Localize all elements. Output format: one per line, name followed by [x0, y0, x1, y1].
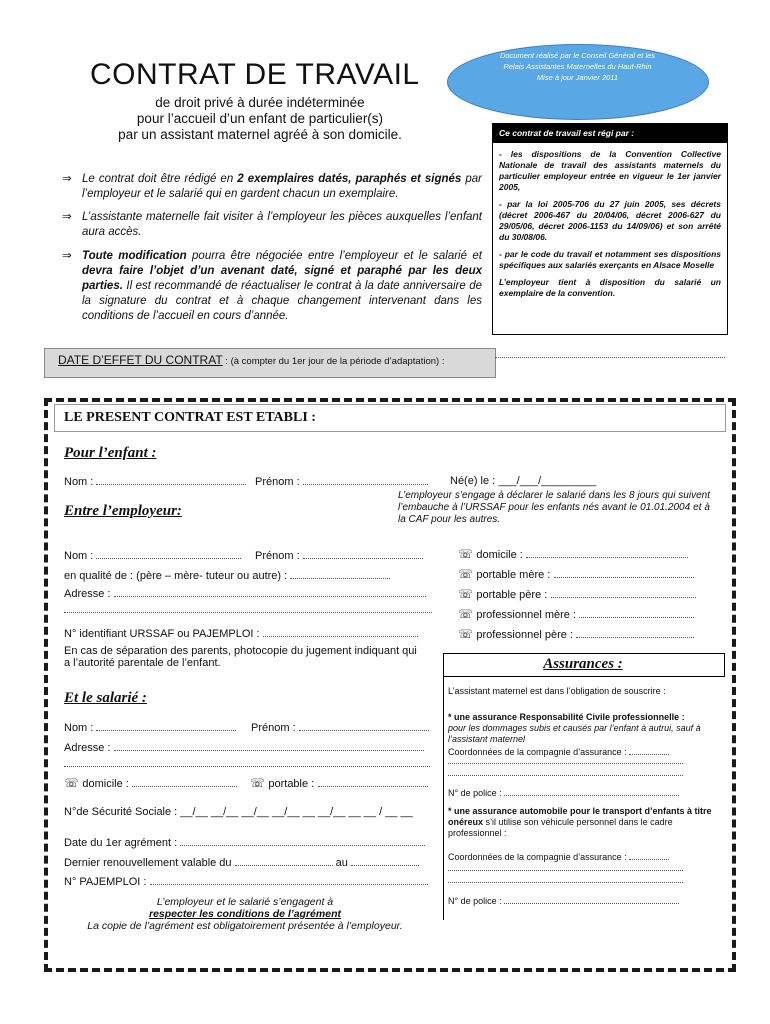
label-portable: portable : [268, 778, 315, 790]
salarie-phone-portable [250, 776, 428, 790]
enfant-prenom-row [255, 475, 428, 488]
label-police: N° de police : [448, 896, 502, 906]
rc-police-row [448, 786, 679, 799]
phone-icon: ☏ [458, 587, 474, 601]
badge-text [470, 50, 685, 83]
employeur-portable-mere-field[interactable] [554, 568, 694, 578]
label-pajemploi: N° PAJEMPLOI : [64, 876, 147, 888]
label-qualite: en qualité de : (père – mère- tuteur ou autre) : [64, 570, 288, 582]
arrow-icon: ⇒ [62, 250, 72, 262]
rc-coordonnees-line3[interactable] [448, 775, 683, 776]
label-agrement: Date du 1er agrément : [64, 837, 178, 849]
bullet-bold: devra faire l’objet d’un avenant daté, signé et paraphé par les deux parties. [82, 265, 482, 292]
employeur-phone-portable-pere [458, 587, 696, 601]
bullet-bold: Toute modification [82, 250, 187, 262]
employeur-note: L’employeur s’engage à déclarer le salarié dans les 8 jours qui suivent l’embauche à l’URSSAF pour les enfants nés avant le 01.01.2004 et à la CAF pour les autres. [398, 490, 710, 525]
contract-title: LE PRESENT CONTRAT EST ETABLI : [64, 410, 316, 425]
bullet-text: pourra être négociée entre l’employeur et le salarié et [186, 250, 482, 262]
bullet-exemplaires [62, 172, 482, 202]
enfant-nom-row [64, 475, 246, 488]
section-employeur: Entre l’employeur: [64, 503, 182, 519]
regi-paragraph: L’employeur tient à disposition du salarié un exemplaire de la convention. [499, 277, 721, 298]
employeur-nom-row [64, 549, 241, 562]
label-portable-pere: portable père : [476, 589, 548, 601]
arrow-icon: ⇒ [62, 173, 72, 185]
label-prenom: Prénom : [251, 722, 296, 734]
phone-icon: ☏ [458, 547, 474, 561]
label-adresse: Adresse : [64, 588, 111, 600]
label-domicile: domicile : [82, 778, 129, 790]
enfant-naissance-row [450, 475, 596, 487]
label-pro-mere: professionnel mère : [476, 609, 577, 621]
date-effet [58, 353, 444, 367]
badge-line: Mise à jour Janvier 2011 [536, 73, 619, 82]
agrement-line-bold: respecter les conditions de l’agrément [149, 908, 341, 920]
label-nom: Nom : [64, 550, 94, 562]
agrement-line: L’employeur et le salarié s’engagent à [156, 896, 334, 908]
date-effet-label: DATE D’EFFET DU CONTRAT [58, 353, 223, 367]
employeur-urssaf-row [64, 627, 418, 640]
regi-paragraph: - par le code du travail et notamment ses dispositions spécifiques aux salariés exerçants en Alsace Moselle [499, 249, 721, 270]
phone-icon: ☏ [458, 567, 474, 581]
employeur-qualite-field[interactable] [290, 569, 390, 579]
phone-icon: ☏ [64, 776, 80, 790]
employeur-portable-pere-field[interactable] [551, 588, 696, 598]
label-prenom: Prénom : [255, 550, 300, 562]
enfant-birthdate-field[interactable]: ___/___/_________ [498, 475, 597, 487]
assurance-auto-text: s’il utilise son véhicule personnel dans le cadre professionnel : [448, 817, 673, 838]
bullet-modification [62, 249, 482, 324]
employeur-adresse-line2[interactable] [64, 612, 432, 613]
agrement-note [60, 896, 430, 932]
employeur-phone-pro-mere [458, 607, 694, 621]
assurances-intro: L’assistant maternel est dans l’obligation de souscrire : [448, 686, 666, 696]
auto-coordonnees-row [448, 850, 669, 863]
label-prenom: Prénom : [255, 476, 300, 488]
label-portable-mere: portable mère : [476, 569, 551, 581]
employeur-separation-note: En cas de séparation des parents, photocopie du jugement indiquant qui a l’autorité parentale de l’enfant. [64, 645, 417, 669]
bullet-text: L’assistante maternelle fait visiter à l’employeur les pièces auxquelles l’enfant aura accès. [82, 211, 482, 238]
salarie-domicile-field[interactable] [132, 777, 237, 787]
regi-paragraph: - par la loi 2005-706 du 27 juin 2005, ses décrets (décret 2006-467 du 20/04/06, décret 2006-627 du 29/05/06, décret 2006-1153 du 14/09/06) et son arrêté du 30/08/06. [499, 199, 721, 242]
auto-coordonnees-line3[interactable] [448, 882, 683, 883]
salarie-adresse-field[interactable] [114, 741, 424, 751]
auto-police-field[interactable] [504, 894, 679, 904]
label-nom: Nom : [64, 722, 94, 734]
badge-line: Document réalisé par le Conseil Général et les [499, 51, 656, 60]
bullet-visite [62, 210, 482, 240]
phone-icon: ☏ [250, 776, 266, 790]
salarie-prenom-row [251, 721, 429, 734]
label-adresse: Adresse : [64, 742, 111, 754]
salarie-agrement-field[interactable] [180, 836, 425, 846]
salarie-pajemploi-field[interactable] [150, 875, 428, 885]
employeur-urssaf-field[interactable] [263, 627, 418, 637]
salarie-renouvellement-to[interactable] [351, 856, 419, 866]
salarie-adresse-row [64, 741, 424, 754]
auto-police-row [448, 894, 679, 907]
assurance-rc-text: pour les dommages subis et causés par l’enfant à autrui, sauf à l’assistant maternel [448, 723, 701, 744]
employeur-adresse-field[interactable] [114, 587, 426, 597]
regi-box [492, 123, 728, 335]
label-coordonnees: Coordonnées de la compagnie d’assurance : [448, 747, 627, 757]
employeur-prenom-row [255, 549, 423, 562]
phone-icon: ☏ [458, 607, 474, 621]
salarie-prenom-field[interactable] [299, 721, 429, 731]
label-au: au [335, 857, 348, 869]
label-coordonnees: Coordonnées de la compagnie d’assurance : [448, 852, 627, 862]
assurance-auto-title: * une assurance automobile pour le transport d’enfants à titre onéreux [448, 806, 712, 827]
salarie-nom-field[interactable] [96, 721, 236, 731]
regi-paragraph: - les dispositions de la Convention Collective Nationale de travail des assistants maternels du particulier employeur entrée en vigueur le 1er janvier 2005, [499, 149, 721, 192]
auto-coordonnees-line2[interactable] [448, 870, 683, 871]
salarie-portable-field[interactable] [318, 777, 428, 787]
employeur-domicile-field[interactable] [526, 548, 688, 558]
regi-heading: Ce contrat de travail est régi par : [493, 124, 727, 143]
employeur-pro-pere-field[interactable] [576, 628, 694, 638]
phone-icon: ☏ [458, 627, 474, 641]
subtitle-line: pour l’accueil d’un enfant de particulier(s) [136, 111, 384, 126]
bullet-text: Le contrat doit être rédigé en [82, 173, 238, 185]
salarie-agrement-row [64, 836, 425, 849]
label-ne: Né(e) le : [450, 475, 496, 487]
page-subtitle [100, 95, 420, 143]
label-nom: Nom : [64, 476, 94, 488]
date-effet-note: : (à compter du 1er jour de la période d’adaptation) : [222, 356, 445, 367]
date-effet-field[interactable] [495, 357, 725, 358]
assurance-rc-title: * une assurance Responsabilité Civile professionnelle : [448, 712, 685, 722]
auto-coordonnees-field[interactable] [629, 850, 669, 860]
bullet-bold: 2 exemplaires datés, paraphés et signés [237, 173, 462, 185]
rc-coordonnees-line2[interactable] [448, 763, 683, 764]
salarie-adresse-line2[interactable] [64, 766, 430, 767]
enfant-prenom-field[interactable] [303, 475, 428, 485]
assurances-title: Assurances : [543, 656, 623, 672]
salarie-pajemploi-row [64, 875, 428, 888]
employeur-nom-field[interactable] [96, 549, 241, 559]
employeur-pro-mere-field[interactable] [579, 608, 694, 618]
salarie-secu-field[interactable]: N°de Sécurité Sociale : __/__ __/__ __/__ __/__ __ __/__ __ __ / __ __ [64, 806, 413, 818]
employeur-phone-portable-mere [458, 567, 694, 581]
assurance-rc [448, 712, 720, 758]
assurance-auto [448, 806, 720, 839]
subtitle-line: par un assistant maternel agréé à son domicile. [118, 127, 402, 142]
employeur-adresse-row [64, 587, 426, 600]
salarie-renouvellement-from[interactable] [235, 856, 333, 866]
enfant-nom-field[interactable] [96, 475, 246, 485]
employeur-phone-domicile [458, 547, 688, 561]
badge-line: Relais Assistantes Maternelles du Haut-Rhin [503, 62, 652, 71]
rc-coordonnees-field[interactable] [629, 745, 669, 755]
arrow-icon: ⇒ [62, 211, 72, 223]
section-salarie: Et le salarié : [64, 690, 147, 706]
employeur-phone-pro-pere [458, 627, 694, 641]
label-pro-pere: professionnel père : [476, 629, 573, 641]
salarie-nom-row [64, 721, 236, 734]
salarie-renouvellement-row [64, 856, 419, 869]
bullet-text: par l’employeur et le salarié qui en gardent chacun un exemplaire. [82, 173, 482, 200]
subtitle-line: de droit privé à durée indéterminée [155, 95, 365, 110]
rc-police-field[interactable] [504, 786, 679, 796]
bullet-text: Il est recommandé de réactualiser le contrat à la date anniversaire de la signature du contrat et à chaque changement intervenant dans les conditions de l’accueil en cours d’année. [82, 280, 482, 322]
label-domicile: domicile : [476, 549, 523, 561]
label-renouvellement: Dernier renouvellement valable du [64, 857, 232, 869]
salarie-phone-domicile [64, 776, 237, 790]
page-title: CONTRAT DE TRAVAIL [90, 58, 420, 91]
label-police: N° de police : [448, 788, 502, 798]
agrement-line: La copie de l’agrément est obligatoirement présentée à l’employeur. [87, 920, 403, 932]
employeur-qualite-row [64, 569, 390, 582]
employeur-prenom-field[interactable] [303, 549, 423, 559]
section-enfant: Pour l’enfant : [64, 445, 157, 461]
label-urssaf: N° identifiant URSSAF ou PAJEMPLOI : [64, 628, 260, 640]
